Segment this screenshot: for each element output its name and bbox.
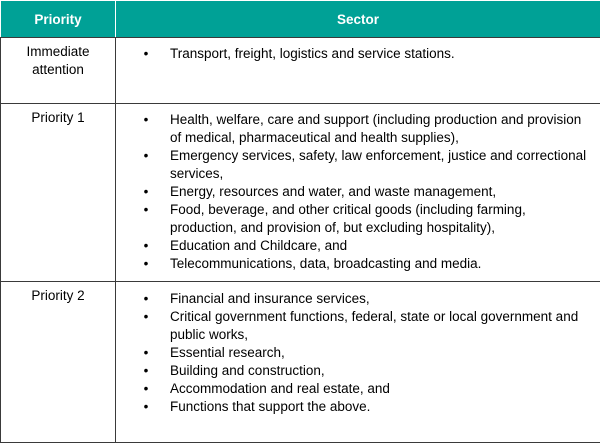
sector-column-header: Sector — [116, 1, 600, 38]
sector-list — [116, 45, 594, 63]
sector-item-text: Telecommunications, data, broadcasting and media. — [170, 256, 481, 271]
list-item — [116, 201, 594, 237]
bullet-icon: • — [141, 362, 151, 380]
table-row — [1, 38, 600, 104]
bullet-icon: • — [141, 255, 151, 273]
bullet-icon: • — [141, 344, 151, 362]
priority-cell: Priority 1 — [1, 104, 116, 282]
bullet-icon: • — [141, 201, 151, 219]
bullet-icon: • — [141, 147, 151, 165]
bullet-icon: • — [141, 380, 151, 398]
sector-cell — [116, 104, 600, 282]
sector-item-text: Emergency services, safety, law enforcement, justice and correctional services, — [170, 148, 586, 181]
sector-item-text: Health, welfare, care and support (including production and provision of medical, pharmaceutical and health supplies), — [170, 112, 581, 145]
list-item — [116, 362, 594, 380]
list-item — [116, 45, 594, 63]
list-item — [116, 237, 594, 255]
table-row — [1, 104, 600, 282]
table-header-row — [1, 1, 600, 38]
sector-item-text: Critical government functions, federal, state or local government and public works, — [170, 309, 578, 342]
bullet-icon: • — [141, 45, 151, 63]
bullet-icon: • — [141, 183, 151, 201]
sector-item-text: Accommodation and real estate, and — [170, 381, 390, 396]
sector-list — [116, 290, 594, 416]
sector-cell — [116, 38, 600, 104]
sector-item-text: Transport, freight, logistics and service stations. — [170, 46, 455, 61]
sector-item-text: Functions that support the above. — [170, 399, 370, 414]
priority-column-header: Priority — [1, 1, 116, 38]
list-item — [116, 111, 594, 147]
bullet-icon: • — [141, 308, 151, 326]
list-item — [116, 344, 594, 362]
list-item — [116, 147, 594, 183]
bullet-icon: • — [141, 237, 151, 255]
list-item — [116, 255, 594, 273]
priority-cell: Priority 2 — [1, 282, 116, 443]
sector-item-text: Energy, resources and water, and waste management, — [170, 184, 496, 199]
list-item — [116, 290, 594, 308]
sector-item-text: Food, beverage, and other critical goods (including farming, production, and provision of, but excluding hospitality), — [170, 202, 526, 235]
list-item — [116, 398, 594, 416]
bullet-icon: • — [141, 290, 151, 308]
sector-cell — [116, 282, 600, 443]
sector-list — [116, 111, 594, 273]
bullet-icon: • — [141, 398, 151, 416]
list-item — [116, 308, 594, 344]
priority-cell: Immediate attention — [1, 38, 116, 104]
sector-item-text: Essential research, — [170, 345, 285, 360]
bullet-icon: • — [141, 111, 151, 129]
list-item — [116, 183, 594, 201]
list-item — [116, 380, 594, 398]
sector-item-text: Building and construction, — [170, 363, 325, 378]
table-row — [1, 282, 600, 443]
sector-item-text: Financial and insurance services, — [170, 291, 370, 306]
sector-item-text: Education and Childcare, and — [170, 238, 347, 253]
